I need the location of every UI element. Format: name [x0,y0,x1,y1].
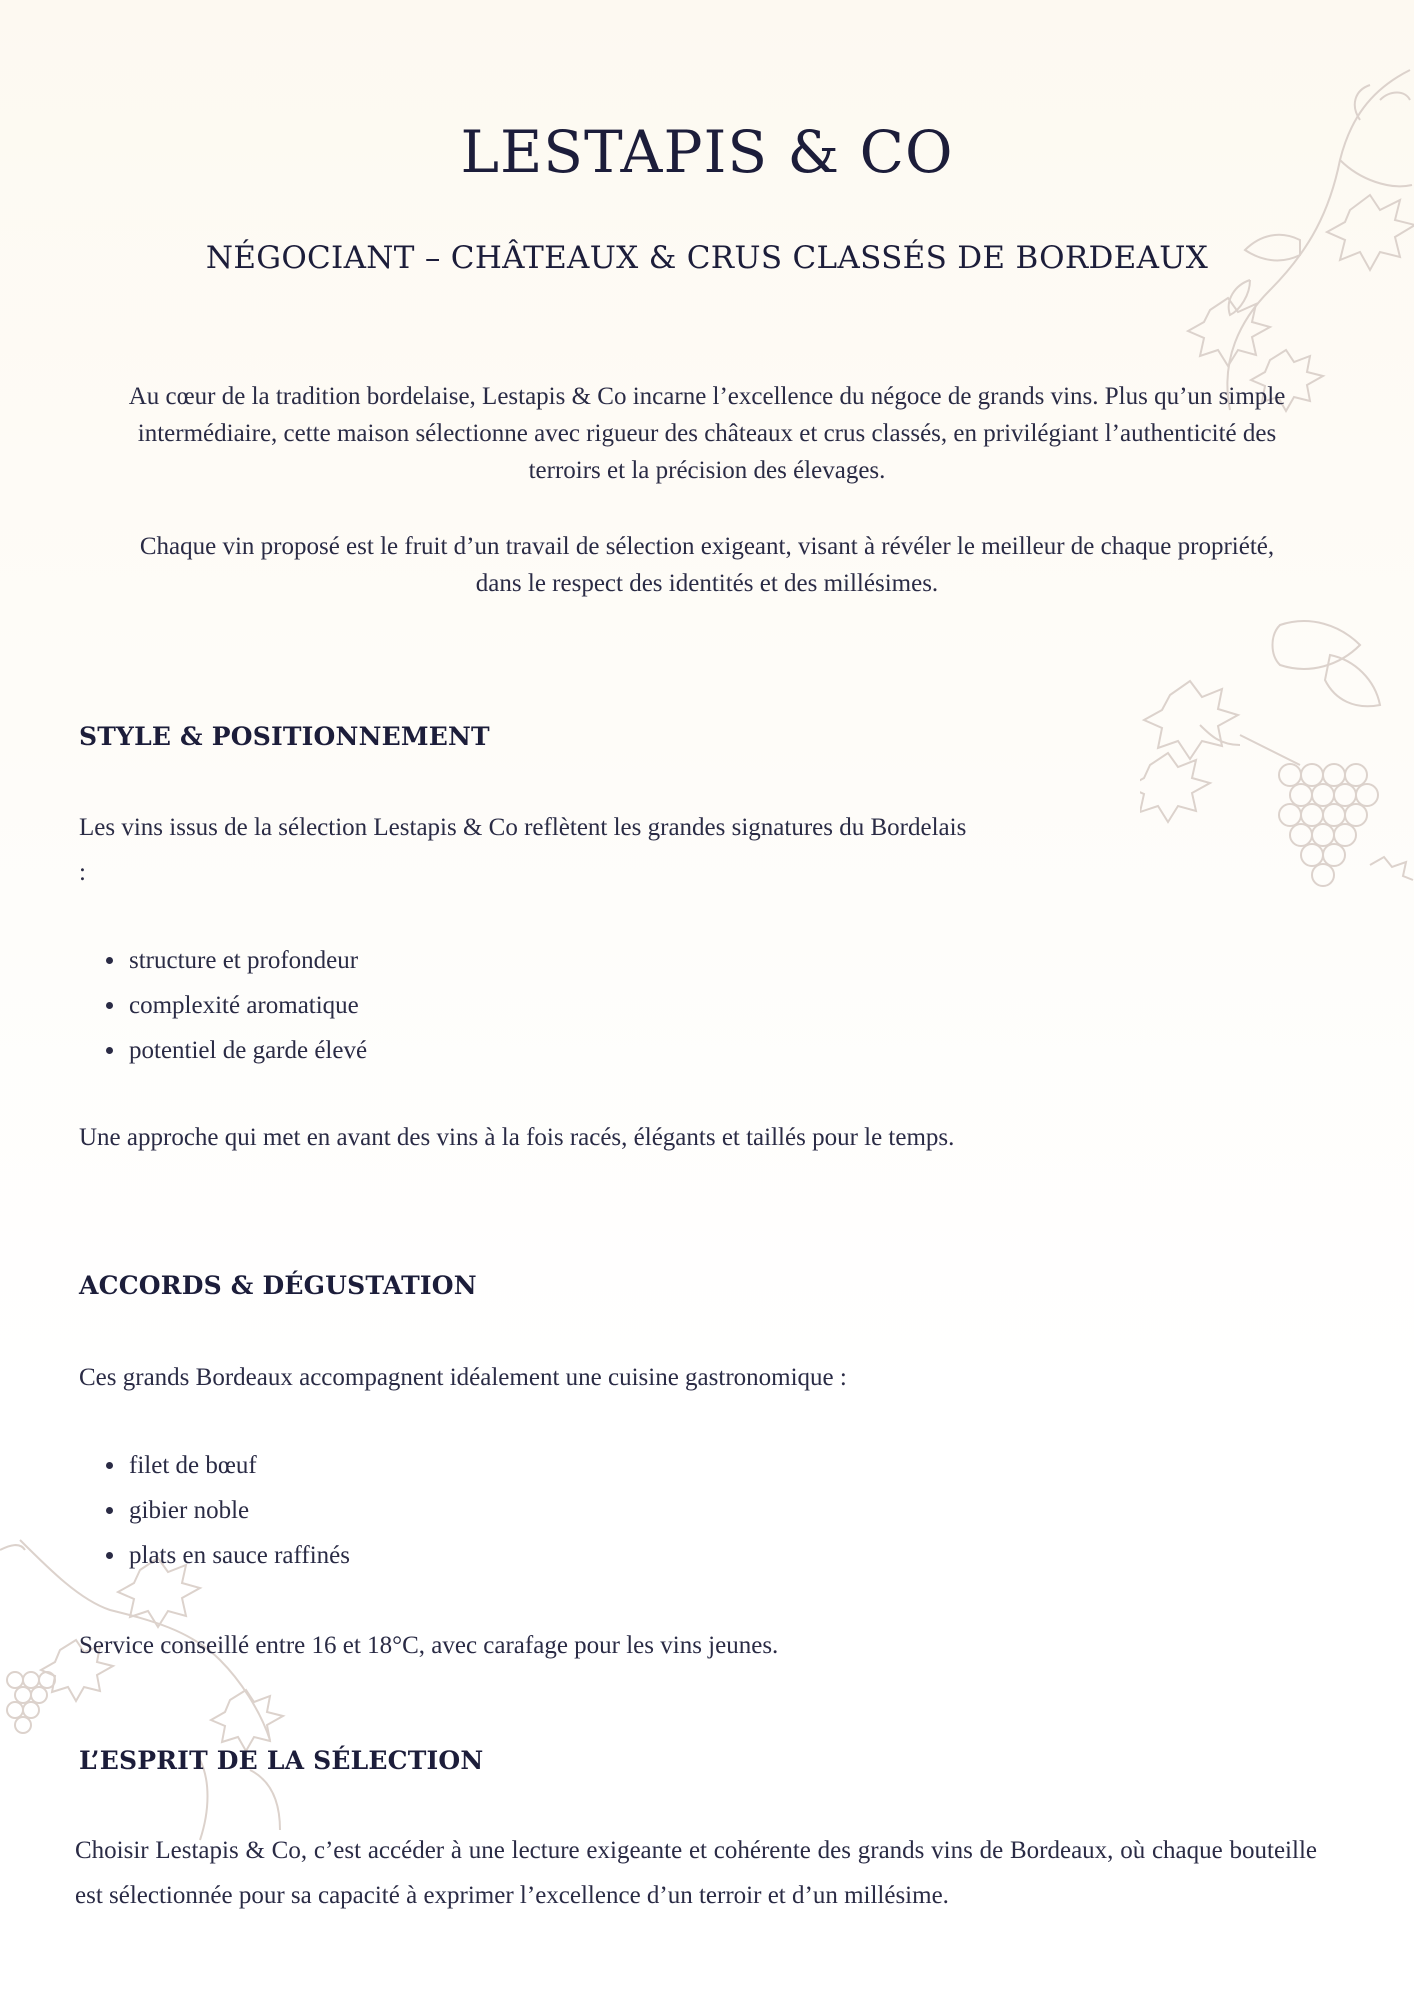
grapevine-left-illustration [0,1530,300,1860]
list-item: • potentiel de garde élevé [127,1028,367,1073]
style-section-lead: Les vins issus de la sélection Lestapis & Co reflètent les grandes signatures du Bordelais : [79,814,967,886]
intro-paragraph-2: Chaque vin proposé est le fruit d’un travail de sélection exigeant, visant à révéler le meilleur de chaque propriété, dans le respect des identités et des millésimes. [139,533,1275,597]
grape-cluster-right-illustration [1140,615,1414,935]
page-title: LESTAPIS & CO [460,118,954,186]
spirit-section-heading: L’ESPRIT DE LA SÉLECTION [79,1746,484,1775]
spirit-section-text: Choisir Lestapis & Co, c’est accéder à une lecture exigeante et cohérente des grands vins de Bordeaux, où chaque bouteille est sélectionnée pour sa capacité à exprimer l’excellence d’un terroir et d’un millésime. [75,1837,1317,1909]
list-item: • complexité aromatique [127,983,367,1028]
list-item: • gibier noble [127,1488,350,1533]
style-section-conclusion: Une approche qui met en avant des vins à la fois racés, élégants et taillés pour le temps. [79,1124,955,1151]
pairing-section-lead: Ces grands Bordeaux accompagnent idéalement une cuisine gastronomique : [79,1364,847,1391]
pairing-list [79,1443,350,1578]
pairing-service-note: Service conseillé entre 16 et 18°C, avec carafage pour les vins jeunes. [79,1632,779,1659]
list-item: • filet de bœuf [127,1443,350,1488]
intro-paragraph-1: Au cœur de la tradition bordelaise, Lestapis & Co incarne l’excellence du négoce de grands vins. Plus qu’un simple intermédiaire, cette maison sélectionne avec rigueur des châteaux et crus classés, en privilégiant l’authenticité des terroirs et la précision des élevages. [128,383,1286,484]
list-item: • plats en sauce raffinés [127,1533,350,1578]
style-list [79,938,367,1073]
list-item: • structure et profondeur [127,938,367,983]
pairing-section-heading: ACCORDS & DÉGUSTATION [79,1271,477,1300]
style-section-heading: STYLE & POSITIONNEMENT [79,722,490,751]
page-subtitle: NÉGOCIANT – CHÂTEAUX & CRUS CLASSÉS DE BORDEAUX [205,240,1209,276]
